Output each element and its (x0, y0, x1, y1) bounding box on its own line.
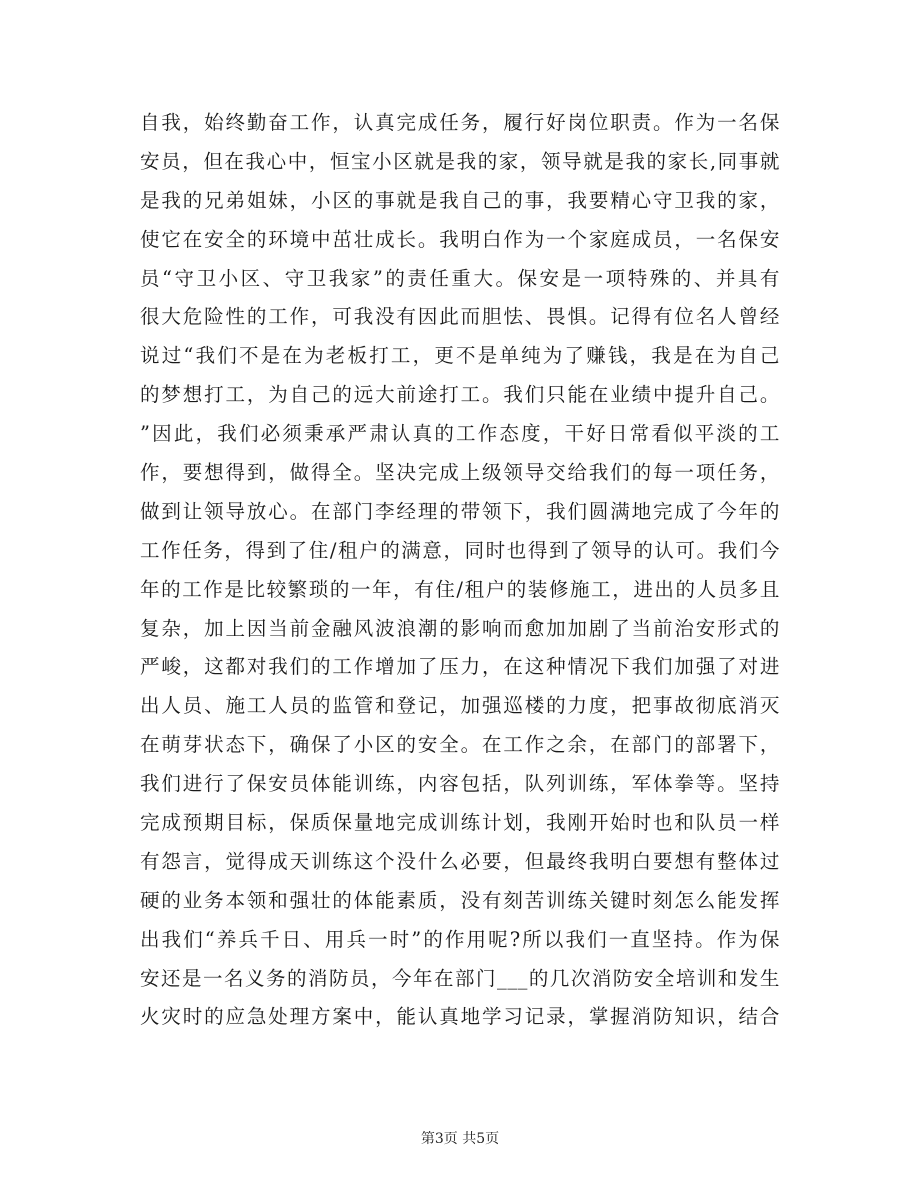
text-line: 作，要想得到，做得全。坚决完成上级领导交给我们的每一项任务， (140, 461, 780, 485)
body-text (140, 104, 780, 1037)
text-line: 严峻，这都对我们的工作增加了压力，在这种情况下我们加强了对进 (140, 655, 780, 679)
text-line: 员“守卫小区、守卫我家”的责任重大。保安是一项特殊的、并具有 (140, 266, 780, 290)
text-line: ”因此，我们必须秉承严肃认真的工作态度，干好日常看似平淡的工 (140, 422, 780, 446)
text-line: 使它在安全的环境中茁壮成长。我明白作为一个家庭成员，一名保安 (140, 227, 780, 251)
text-line: 有怨言，觉得成天训练这个没什么必要，但最终我明白要想有整体过 (140, 849, 780, 873)
text-line: 做到让领导放心。在部门李经理的带领下，我们圆满地完成了今年的 (140, 499, 780, 523)
text-line: 很大危险性的工作，可我没有因此而胆怯、畏惧。记得有位名人曾经 (140, 305, 780, 329)
text-line: 年的工作是比较繁琐的一年，有住/租户的装修施工，进出的人员多且 (140, 577, 780, 601)
text-line: 安员，但在我心中，恒宝小区就是我的家，领导就是我的家长,同事就 (140, 149, 780, 173)
text-line: 我们进行了保安员体能训练，内容包括，队列训练，军体拳等。坚持 (140, 772, 780, 796)
page-number-footer: 第3页 共5页 (420, 1131, 500, 1147)
text-line: 硬的业务本领和强壮的体能素质，没有刻苦训练关键时刻怎么能发挥 (140, 888, 780, 912)
text-line: 火灾时的应急处理方案中，能认真地学习记录，掌握消防知识，结合 (140, 1005, 780, 1029)
text-line: 是我的兄弟姐妹，小区的事就是我自己的事，我要精心守卫我的家， (140, 188, 780, 212)
text-line: 出我们“养兵千日、用兵一时”的作用呢?所以我们一直坚持。作为保 (140, 927, 780, 951)
text-line: 出人员、施工人员的监管和登记，加强巡楼的力度，把事故彻底消灭 (140, 694, 780, 718)
text-line: 工作任务，得到了住/租户的满意，同时也得到了领导的认可。我们今 (140, 538, 780, 562)
text-line: 完成预期目标，保质保量地完成训练计划，我刚开始时也和队员一样 (140, 811, 780, 835)
text-line: 在萌芽状态下，确保了小区的安全。在工作之余，在部门的部署下， (140, 733, 780, 757)
text-line: 安还是一名义务的消防员，今年在部门___的几次消防安全培训和发生 (140, 966, 780, 990)
text-line: 说过“我们不是在为老板打工，更不是单纯为了赚钱，我是在为自己 (140, 344, 780, 368)
text-line: 复杂，加上因当前金融风波浪潮的影响而愈加加剧了当前治安形式的 (140, 616, 780, 640)
text-line: 的梦想打工，为自己的远大前途打工。我们只能在业绩中提升自己。 (140, 383, 780, 407)
text-line: 自我，始终勤奋工作，认真完成任务，履行好岗位职责。作为一名保 (140, 111, 780, 134)
